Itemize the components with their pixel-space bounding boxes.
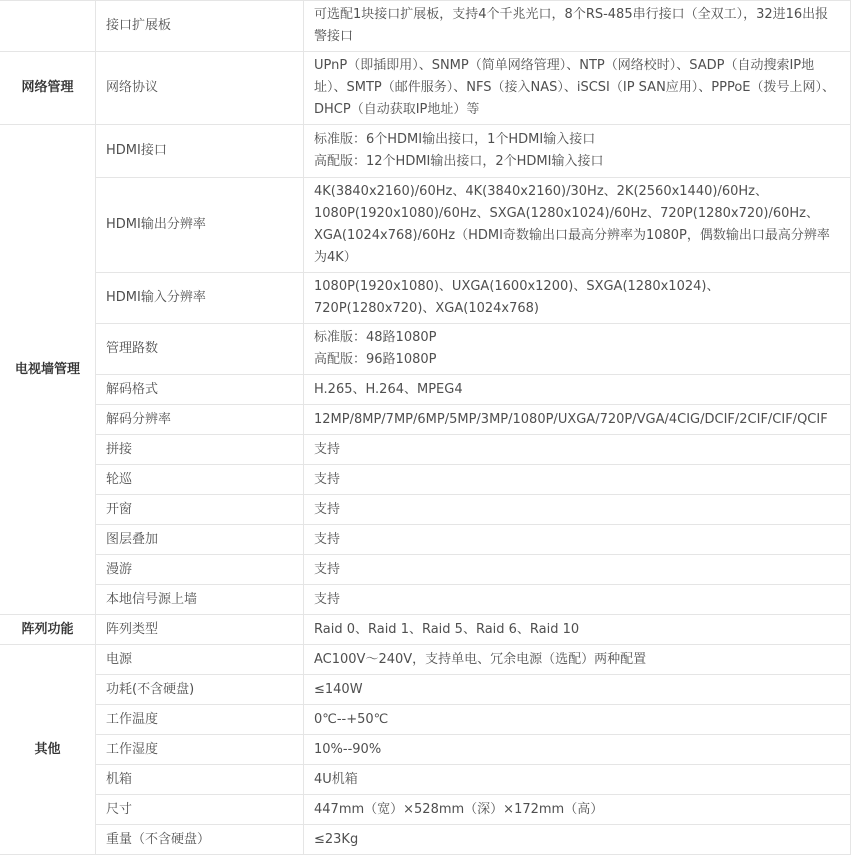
spec-row bbox=[0, 825, 851, 855]
property-cell: 功耗(不含硬盘) bbox=[96, 675, 304, 705]
value-cell: H.265、H.264、MPEG4 bbox=[304, 375, 851, 405]
value-cell: 支持 bbox=[304, 435, 851, 465]
property-cell: 工作湿度 bbox=[96, 735, 304, 765]
category-cell: 电视墙管理 bbox=[0, 125, 96, 615]
category-cell bbox=[0, 1, 96, 52]
spec-row bbox=[0, 125, 851, 178]
value-cell: 支持 bbox=[304, 585, 851, 615]
spec-row bbox=[0, 1, 851, 52]
value-line: 标准版：6个HDMI输出接口，1个HDMI输入接口 bbox=[314, 132, 596, 147]
value-cell: ≤23Kg bbox=[304, 825, 851, 855]
spec-row bbox=[0, 178, 851, 273]
property-cell: 开窗 bbox=[96, 495, 304, 525]
value-cell bbox=[304, 125, 851, 178]
spec-row bbox=[0, 324, 851, 375]
property-cell: 阵列类型 bbox=[96, 615, 304, 645]
spec-row bbox=[0, 705, 851, 735]
spec-row bbox=[0, 795, 851, 825]
property-cell: 轮巡 bbox=[96, 465, 304, 495]
spec-row bbox=[0, 465, 851, 495]
spec-row bbox=[0, 645, 851, 675]
spec-row bbox=[0, 735, 851, 765]
spec-row bbox=[0, 273, 851, 324]
spec-row bbox=[0, 405, 851, 435]
value-line: 标准版：48路1080P bbox=[314, 330, 437, 345]
spec-row bbox=[0, 435, 851, 465]
category-cell: 阵列功能 bbox=[0, 615, 96, 645]
value-cell: 447mm（宽）×528mm（深）×172mm（高） bbox=[304, 795, 851, 825]
property-cell: 图层叠加 bbox=[96, 525, 304, 555]
value-cell: 4U机箱 bbox=[304, 765, 851, 795]
value-cell: Raid 0、Raid 1、Raid 5、Raid 6、Raid 10 bbox=[304, 615, 851, 645]
property-cell: HDMI输出分辨率 bbox=[96, 178, 304, 273]
spec-row bbox=[0, 615, 851, 645]
value-cell: 支持 bbox=[304, 465, 851, 495]
value-cell: 0℃--+50℃ bbox=[304, 705, 851, 735]
value-cell: 支持 bbox=[304, 555, 851, 585]
value-cell: 支持 bbox=[304, 525, 851, 555]
property-cell: 重量（不含硬盘） bbox=[96, 825, 304, 855]
property-cell: 接口扩展板 bbox=[96, 1, 304, 52]
spec-row bbox=[0, 525, 851, 555]
spec-row bbox=[0, 765, 851, 795]
spec-row bbox=[0, 52, 851, 125]
spec-row bbox=[0, 375, 851, 405]
value-cell: 1080P(1920x1080)、UXGA(1600x1200)、SXGA(1280x1024)、720P(1280x720)、XGA(1024x768) bbox=[304, 273, 851, 324]
value-line: 高配版：96路1080P bbox=[314, 352, 437, 367]
property-cell: 机箱 bbox=[96, 765, 304, 795]
property-cell: 解码格式 bbox=[96, 375, 304, 405]
property-cell: 网络协议 bbox=[96, 52, 304, 125]
property-cell: 电源 bbox=[96, 645, 304, 675]
category-cell: 网络管理 bbox=[0, 52, 96, 125]
value-cell: 支持 bbox=[304, 495, 851, 525]
value-cell: ≤140W bbox=[304, 675, 851, 705]
property-cell: 尺寸 bbox=[96, 795, 304, 825]
property-cell: HDMI输入分辨率 bbox=[96, 273, 304, 324]
category-cell: 其他 bbox=[0, 645, 96, 855]
property-cell: 解码分辨率 bbox=[96, 405, 304, 435]
value-cell: 可选配1块接口扩展板，支持4个千兆光口，8个RS-485串行接口（全双工），32进16出报警接口 bbox=[304, 1, 851, 52]
value-cell: 10%--90% bbox=[304, 735, 851, 765]
value-cell: 4K(3840x2160)/60Hz、4K(3840x2160)/30Hz、2K(2560x1440)/60Hz、1080P(1920x1080)/60Hz、SXGA(1280x1024)/60Hz、720P(1280x720)/60Hz、XGA(1024x768)/60Hz（HDMI奇数输出口最高分辨率为1080P，偶数输出口最高分辨率为4K） bbox=[304, 178, 851, 273]
value-cell bbox=[304, 324, 851, 375]
property-cell: HDMI接口 bbox=[96, 125, 304, 178]
spec-row bbox=[0, 495, 851, 525]
spec-row bbox=[0, 555, 851, 585]
value-cell: 12MP/8MP/7MP/6MP/5MP/3MP/1080P/UXGA/720P/VGA/4CIG/DCIF/2CIF/CIF/QCIF bbox=[304, 405, 851, 435]
property-cell: 拼接 bbox=[96, 435, 304, 465]
spec-row bbox=[0, 675, 851, 705]
spec-row bbox=[0, 585, 851, 615]
value-line: 高配版：12个HDMI输出接口，2个HDMI输入接口 bbox=[314, 154, 604, 169]
property-cell: 工作温度 bbox=[96, 705, 304, 735]
value-cell: UPnP（即插即用）、SNMP（简单网络管理）、NTP（网络校时）、SADP（自动搜索IP地址）、SMTP（邮件服务）、NFS（接入NAS）、iSCSI（IP SAN应用）、PPPoE（拨号上网）、DHCP（自动获取IP地址）等 bbox=[304, 52, 851, 125]
property-cell: 管理路数 bbox=[96, 324, 304, 375]
property-cell: 漫游 bbox=[96, 555, 304, 585]
property-cell: 本地信号源上墙 bbox=[96, 585, 304, 615]
value-cell: AC100V～240V，支持单电、冗余电源（选配）两种配置 bbox=[304, 645, 851, 675]
